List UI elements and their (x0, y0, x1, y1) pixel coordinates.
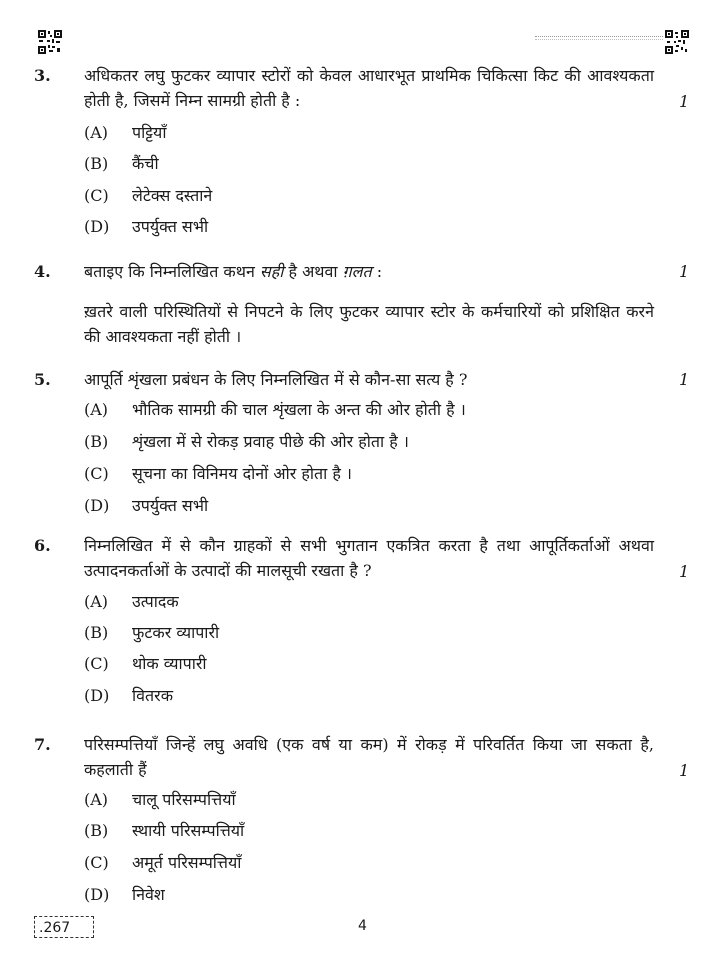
option-label: (C) (84, 186, 109, 205)
question-statement: ख़तरे वाली परिस्थितियों से निपटने के लिए फुटकर व्यापार स्टोर के कर्मचारियों को प्रशिक्षित करने की आवश्यकता नहीं होती । (84, 302, 654, 346)
option-label: (A) (84, 123, 109, 142)
option-label: (B) (84, 154, 109, 173)
option-text: फुटकर व्यापारी (132, 623, 220, 642)
option-text: उपर्युक्त सभी (132, 496, 209, 515)
option-label: (B) (84, 432, 109, 451)
question-marks: 1 (679, 92, 690, 111)
option-a (84, 788, 236, 812)
option-label: (A) (84, 790, 109, 809)
question-marks: 1 (679, 761, 690, 780)
option-text: उत्पादक (132, 592, 179, 611)
question-text: परिसम्पत्तियाँ जिन्हें लघु अवधि (एक वर्ष या कम) में रोकड़ में परिवर्तित किया जा सकता है, कहलाती हैं (84, 735, 654, 779)
option-text: अमूर्त परिसम्पत्तियाँ (132, 853, 242, 872)
question-marks: 1 (679, 262, 690, 281)
option-text: निवेश (132, 885, 165, 904)
option-a (84, 398, 466, 422)
paper-code: .267 (34, 916, 94, 938)
option-c (84, 462, 352, 486)
option-label: (B) (84, 821, 109, 840)
qr-code-icon (38, 30, 62, 54)
option-a (84, 590, 179, 614)
header-rule (535, 36, 663, 40)
option-c (84, 652, 207, 676)
word-sahi: सही (259, 262, 284, 281)
option-b (84, 152, 159, 176)
option-b (84, 430, 409, 454)
question-number: 3. (34, 66, 51, 85)
option-d (84, 494, 208, 518)
question-number: 5. (34, 370, 51, 389)
question-text-part: : (376, 262, 383, 281)
question-number: 6. (34, 536, 51, 555)
question-text: आपूर्ति शृंखला प्रबंधन के लिए निम्नलिखित में से कौन-सा सत्य है ? (84, 370, 468, 389)
option-c (84, 851, 241, 875)
option-d (84, 215, 208, 239)
question-text (84, 259, 654, 284)
option-text: शृंखला में से रोकड़ प्रवाह पीछे की ओर होता है । (132, 432, 409, 451)
option-text: पट्टियाँ (132, 123, 167, 142)
option-label: (D) (84, 686, 110, 705)
option-b (84, 819, 244, 843)
option-text: भौतिक सामग्री की चाल शृंखला के अन्त की ओर होती है । (132, 400, 466, 419)
option-label: (C) (84, 654, 109, 673)
option-b (84, 621, 219, 645)
option-label: (A) (84, 400, 109, 419)
option-text: स्थायी परिसम्पत्तियाँ (132, 821, 245, 840)
question-marks: 1 (679, 562, 690, 581)
question-text-part: बताइए कि निम्नलिखित कथन (84, 262, 255, 281)
option-label: (B) (84, 623, 109, 642)
option-c (84, 184, 212, 208)
question-text: अधिकतर लघु फुटकर व्यापार स्टोरों को केवल आधारभूत प्राथमिक चिकित्सा किट की आवश्यकता होती है, जिसमें निम्न सामग्री होती है : (84, 66, 654, 110)
option-a (84, 121, 166, 145)
option-text: वितरक (132, 686, 173, 705)
option-text: कैंची (132, 154, 159, 173)
option-label: (C) (84, 853, 109, 872)
question-text: निम्नलिखित में से कौन ग्राहकों से सभी भुगतान एकत्रित करता है तथा आपूर्तिकर्ताओं अथवा उत्पादनकर्ताओं के उत्पादों की मालसूची रखता है ? (84, 536, 654, 580)
question-text-part: है अथवा (288, 262, 338, 281)
option-label: (D) (84, 496, 110, 515)
option-d (84, 883, 165, 907)
option-text: थोक व्यापारी (132, 654, 207, 673)
word-galat: ग़लत (342, 262, 372, 281)
option-text: सूचना का विनिमय दोनों ओर होता है । (132, 464, 352, 483)
page-number: 4 (358, 918, 367, 934)
option-label: (D) (84, 217, 110, 236)
option-label: (D) (84, 885, 110, 904)
option-text: चालू परिसम्पत्तियाँ (132, 790, 236, 809)
option-label: (A) (84, 592, 109, 611)
option-label: (C) (84, 464, 109, 483)
question-marks: 1 (679, 370, 690, 389)
qr-code-icon (665, 30, 689, 54)
question-number: 7. (34, 735, 51, 754)
option-d (84, 684, 173, 708)
question-number: 4. (34, 262, 51, 281)
option-text: लेटेक्स दस्ताने (132, 186, 213, 205)
option-text: उपर्युक्त सभी (132, 217, 209, 236)
